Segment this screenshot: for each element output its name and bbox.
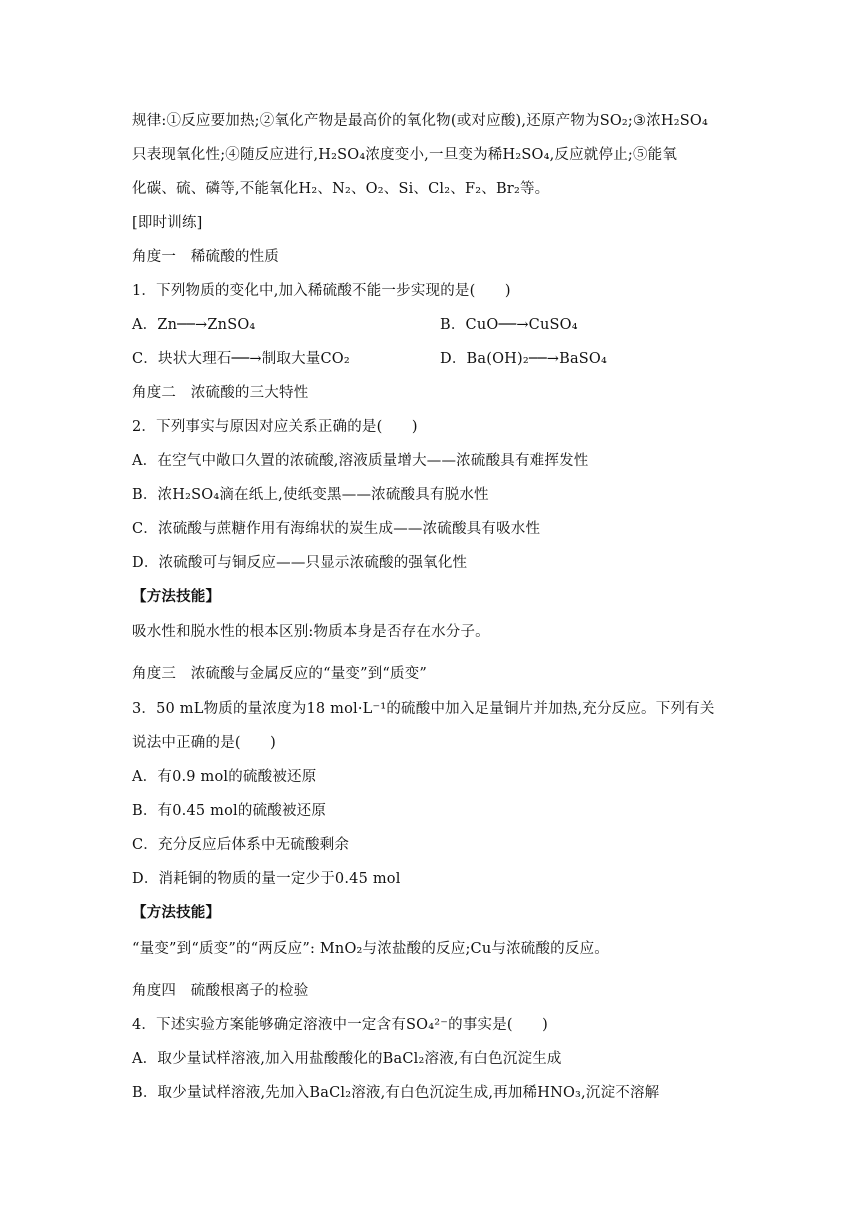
question-3-stem-line-2: 说法中正确的是( ): [132, 735, 277, 751]
question-3-option-d: D．消耗铜的物质的量一定少于0.45 mol: [132, 871, 401, 887]
question-1-option-c: C．块状大理石──→制取大量CO₂: [132, 351, 350, 367]
method-skill-heading-2: 【方法技能】: [132, 904, 221, 921]
question-1-option-b: B．CuO──→CuSO₄: [440, 317, 578, 333]
question-1-option-d: D．Ba(OH)₂──→BaSO₄: [440, 351, 608, 367]
instant-training-heading: [即时训练]: [132, 215, 203, 231]
method-skill-heading-1: 【方法技能】: [132, 588, 221, 605]
angle-4-heading: 角度四 硫酸根离子的检验: [132, 983, 309, 999]
method-skill-text-2: “量变”到“质变”的“两反应”: MnO₂与浓盐酸的反应;Cu与浓硫酸的反应。: [132, 941, 609, 957]
question-3-stem-line-1: 3．50 mL物质的量浓度为18 mol·L⁻¹的硫酸中加入足量铜片并加热,充分反应。下列有关: [132, 701, 715, 717]
question-4-option-a: A．取少量试样溶液,加入用盐酸酸化的BaCl₂溶液,有白色沉淀生成: [132, 1051, 562, 1067]
angle-3-heading: 角度三 浓硫酸与金属反应的“量变”到“质变”: [132, 666, 428, 682]
angle-1-heading: 角度一 稀硫酸的性质: [132, 249, 279, 265]
question-3-option-b: B．有0.45 mol的硫酸被还原: [132, 803, 327, 819]
question-1-stem: 1．下列物质的变化中,加入稀硫酸不能一步实现的是( ): [132, 283, 511, 299]
method-skill-text-1: 吸水性和脱水性的根本区别:物质本身是否存在水分子。: [132, 624, 490, 640]
rule-line-1: 规律:①反应要加热;②氧化产物是最高价的氧化物(或对应酸),还原产物为SO₂;③浓H₂SO₄: [132, 113, 708, 129]
question-3-option-a: A．有0.9 mol的硫酸被还原: [132, 769, 317, 785]
question-4-option-b: B．取少量试样溶液,先加入BaCl₂溶液,有白色沉淀生成,再加稀HNO₃,沉淀不溶解: [132, 1085, 660, 1101]
question-2-option-b: B．浓H₂SO₄滴在纸上,使纸变黑——浓硫酸具有脱水性: [132, 487, 489, 503]
question-2-option-c: C．浓硫酸与蔗糖作用有海绵状的炭生成——浓硫酸具有吸水性: [132, 521, 541, 537]
rule-line-2: 只表现氧化性;④随反应进行,H₂SO₄浓度变小,一旦变为稀H₂SO₄,反应就停止;⑤能氧: [132, 147, 678, 163]
question-3-option-c: C．充分反应后体系中无硫酸剩余: [132, 837, 350, 853]
rule-line-3: 化碳、硫、磷等,不能氧化H₂、N₂、O₂、Si、Cl₂、F₂、Br₂等。: [132, 181, 550, 197]
question-4-stem: 4．下述实验方案能够确定溶液中一定含有SO₄²⁻的事实是( ): [132, 1017, 549, 1033]
question-2-option-a: A．在空气中敞口久置的浓硫酸,溶液质量增大——浓硫酸具有难挥发性: [132, 453, 589, 469]
question-1-option-a: A．Zn──→ZnSO₄: [132, 317, 256, 333]
angle-2-heading: 角度二 浓硫酸的三大特性: [132, 385, 309, 401]
question-2-option-d: D．浓硫酸可与铜反应——只显示浓硫酸的强氧化性: [132, 555, 468, 571]
question-2-stem: 2．下列事实与原因对应关系正确的是( ): [132, 419, 418, 435]
